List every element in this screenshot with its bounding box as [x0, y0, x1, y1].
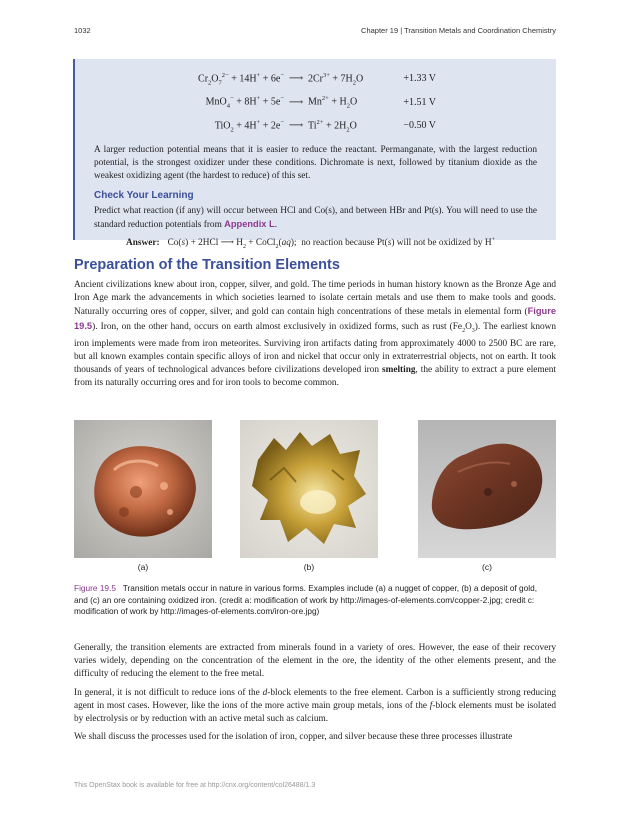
figure-label-a: (a) [137, 562, 149, 572]
section-heading: Preparation of the Transition Elements [74, 257, 340, 273]
reaction-arrow: ⟶ [288, 119, 304, 131]
example-box [73, 59, 556, 250]
equation-reactants: $Cr_2O_7^{2-} + 14H^+ + 6e^-$ [198, 72, 284, 87]
reduction-potential: +1.51 V [403, 96, 436, 108]
reduction-potential: −0.50 V [403, 119, 436, 131]
check-your-learning-heading: Check Your Learning [94, 189, 194, 201]
figure-image-a-copper-nugget [74, 420, 212, 558]
appendix-l-link[interactable]: Appendix L [224, 218, 275, 229]
body-text [74, 642, 556, 749]
page-number: 1032 [74, 26, 91, 35]
equation-products: $Mn^{2+} + H_2O$ [308, 95, 358, 110]
reaction-arrow: ⟶ [288, 96, 304, 108]
section-paragraph-1: Ancient civilizations knew about iron, copper, silver, and gold. The time periods in human history known as the Bronze Age and Iron Age mark the advancements in which societies learned to isolate certain metals and use them to make tools and goods. Naturally occurring ores of copper, silver, and gold can contain high concentrations of these metals in elemental form (Figure 19.5). Iron, on the other hand, occurs on earth almost exclusively in oxidized forms, such as rust $(Fe_2O_3)$. The earliest known iron implements were made from iron meteorites. Surviving iron artifacts dating from approximately 4000 to 2500 BC are rare, but all known examples contain specific alloys of iron and nickel that occur only in extraterrestrial objects, not on earth. It took thousands of years of technological advances before civilizations developed iron smelting, the ability to extract a pure element from its naturally occurring ores and for iron tools to become common. [74, 280, 556, 389]
reaction-arrow: ⟶ [288, 73, 304, 85]
chapter-title: Chapter 19 | Transition Metals and Coordination Chemistry [361, 26, 556, 35]
body-paragraph-3: In general, it is not difficult to reduce ions of the d-block elements to the free element. Carbon is a sufficiently strong reducing agent in most cases. However, like the ions of the more active main group metals, ions of the f-block elements must be isolated by electrolysis or by reduction with an active metal such as calcium. [74, 687, 556, 725]
figure-caption [74, 583, 544, 618]
page-footer: This OpenStax book is available for free at http://cnx.org/content/col26488/1.3 [74, 782, 316, 789]
figure-image-b-gold-deposit [240, 420, 378, 558]
figure-label-c: (c) [482, 562, 492, 572]
equation-row [94, 91, 537, 114]
equation-reactants: TiO$_2$ + 4H+ + 2e− [214, 118, 284, 133]
figure-caption-label: Figure 19.5 [74, 583, 116, 593]
check-your-learning-text: Predict what reaction (if any) will occur between HCl and Co(s), and between HBr and Pt(s). You will need to use the standard reduction potentials from Appendix L. [94, 205, 537, 230]
equation-products: $2Cr^{3+} + 7H_2O$ [308, 72, 364, 87]
equation-list [94, 68, 537, 138]
figure-caption-text: Transition metals occur in nature in various forms. Examples include (a) a nugget of copper, (b) a deposit of gold, and (c) an ore containing oxidized iron. (credit a: modification of work by http://images-of-elements.com/copper-2.jpg; credit c: modification of work by http://images-of-elements.com/iron-ore.jpg) [74, 583, 538, 616]
equation-reactants: MnO$_4$− + 8H+ + 5e− [205, 95, 284, 110]
answer-label: Answer: [126, 238, 160, 249]
reduction-potential: +1.33 V [403, 73, 436, 85]
answer-text: Co(s) + 2HCl ⟶ $H_2$ + CoCl$_2$(aq); no reaction because Pt(s) will not be oxidized by H+ [167, 236, 495, 250]
body-paragraph-4: We shall discuss the processes used for the isolation of iron, copper, and silver because these three processes illustrate [74, 732, 513, 743]
body-paragraph-2: Generally, the transition elements are extracted from minerals found in a variety of ores. However, the ease of their recovery varies widely, depending on the concentration of the element in the ore, the identity of the other elements present, and the difficulty of reducing the element to the free metal. [74, 643, 556, 680]
equation-row [94, 68, 537, 91]
example-explanation: A larger reduction potential means that it is easier to reduce the reactant. Permanganate, with the largest reduction potential, is the strongest oxidizer under these conditions. Dichromate is next, followed by titanium dioxide as the weakest oxidizing agent (the hardest to reduce) of this set. [94, 144, 537, 181]
equation-row [94, 115, 537, 138]
figure-image-c-iron-ore [418, 420, 556, 558]
figure-label-b: (b) [303, 562, 315, 572]
answer-line [126, 237, 537, 250]
equation-products: $Ti^{2+} + 2H_2O$ [308, 118, 357, 133]
